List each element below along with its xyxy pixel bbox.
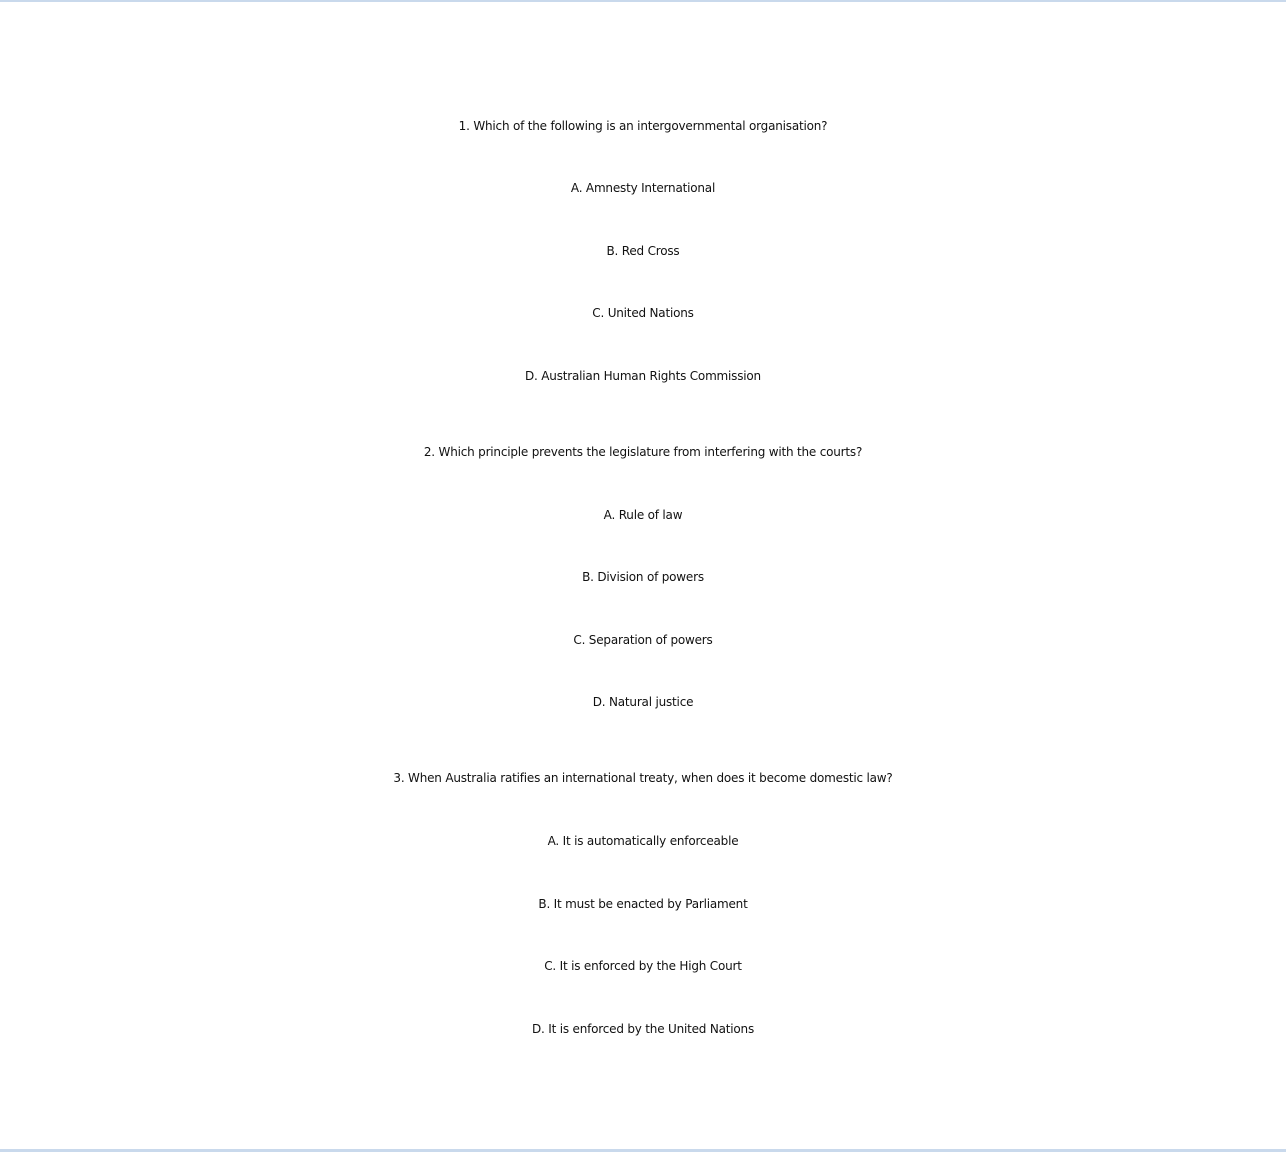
- question-3-option-c: C. It is enforced by the High Court: [544, 959, 742, 973]
- question-1-option-b: B. Red Cross: [606, 244, 680, 258]
- question-2-option-a: A. Rule of law: [603, 508, 683, 522]
- question-3-option-a: A. It is automatically enforceable: [547, 834, 739, 848]
- question-3-text: 3. When Australia ratifies an international treaty, when does it become domestic law?: [393, 771, 893, 785]
- question-1-option-d: D. Australian Human Rights Commission: [525, 369, 761, 383]
- question-2-option-c: C. Separation of powers: [573, 633, 713, 647]
- question-1-option-c: C. United Nations: [592, 306, 694, 320]
- question-2-option-d: D. Natural justice: [592, 695, 694, 709]
- question-3-option-d: D. It is enforced by the United Nations: [531, 1022, 755, 1036]
- question-2-text: 2. Which principle prevents the legislature from interfering with the courts?: [423, 445, 863, 459]
- question-2-option-b: B. Division of powers: [582, 570, 704, 584]
- question-1-option-a: A. Amnesty International: [570, 181, 716, 195]
- question-1-text: 1. Which of the following is an intergovernmental organisation?: [458, 119, 828, 133]
- question-3-option-b: B. It must be enacted by Parliament: [538, 897, 748, 911]
